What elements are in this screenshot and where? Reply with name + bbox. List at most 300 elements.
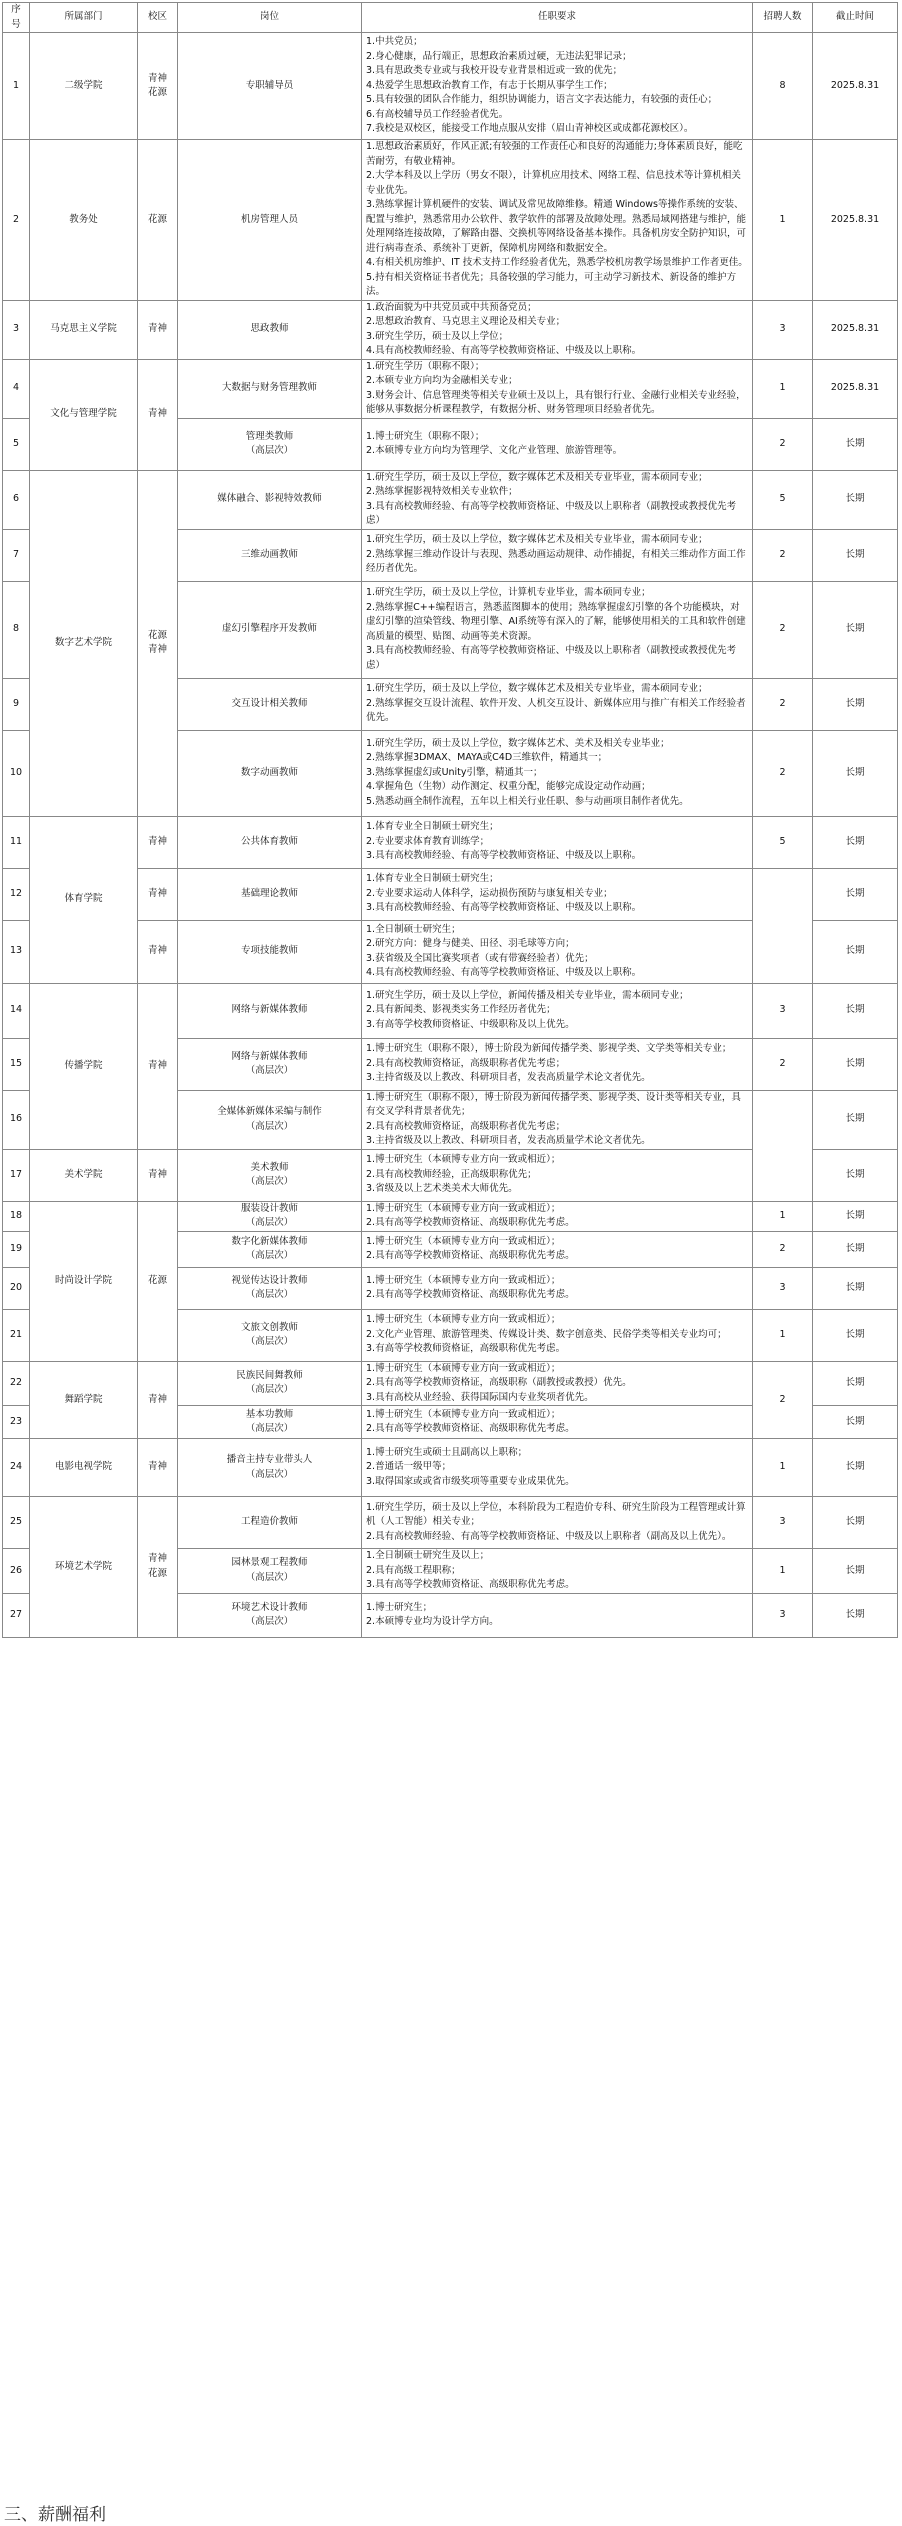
cell-requirements <box>362 140 753 301</box>
cell-campus: 青神 <box>138 816 178 868</box>
cell-no: 2 <box>3 140 30 301</box>
cell-no: 9 <box>3 678 30 730</box>
cell-requirements <box>362 529 753 581</box>
requirement-line: 3.熟练掌握计算机硬件的安装、调试及常见故障维修。精通 Windows等操作系统的安装、配置与维护，熟悉常用办公软件、教学软件的部署及故障处理。熟悉局域网搭建与维护，能处理网络连接故障，了解路由器、交换机等网络设备基本操作。具备机房安全防护知识，可进行病毒查杀、系统补丁更新，保障机房网络和数据安全。 <box>366 199 747 254</box>
cell-requirements <box>362 1593 753 1637</box>
cell-post <box>178 33 362 140</box>
cell-count: 3 <box>753 1593 813 1637</box>
post-title: 大数据与财务管理教师 <box>221 382 317 394</box>
cell-post <box>178 730 362 816</box>
cell-campus: 花源 青神 <box>138 470 178 816</box>
cell-count: 5 <box>753 470 813 529</box>
requirement-line: 3.具有高校教师经验、有高等学校教师资格证、中级及以上职称。 <box>366 902 642 914</box>
cell-no: 11 <box>3 816 30 868</box>
cell-deadline: 长期 <box>813 1497 898 1549</box>
cell-no: 20 <box>3 1267 30 1309</box>
table-row <box>3 1201 898 1231</box>
cell-no: 4 <box>3 359 30 418</box>
cell-count: 2 <box>753 1231 813 1267</box>
post-title: 服装设计教师 <box>240 1202 298 1214</box>
cell-no: 17 <box>3 1149 30 1201</box>
cell-deadline: 长期 <box>813 1267 898 1309</box>
requirement-line: 2.熟练掌握C++编程语言，熟悉蓝图脚本的使用；熟练掌握虚幻引擎的各个功能模块，对虚幻引擎的渲染管线、物理引擎、AI系统等有深入的了解，能够使用相关的工具和软件创建高质量的模型、贴图、动画等美术资源。 <box>366 601 746 642</box>
requirement-line: 2.熟练掌握三维动作设计与表现、熟悉动画运动规律、动作捕捉，有相关三维动作方面工作经历者优先。 <box>366 548 746 575</box>
post-level: （高层次） <box>245 1065 294 1076</box>
cell-deadline: 长期 <box>813 1309 898 1361</box>
cell-deadline: 2025.8.31 <box>813 140 898 301</box>
post-title: 虚幻引擎程序开发教师 <box>221 623 317 635</box>
requirement-line: 2.具有高等学校教师资格证、高级职称优先考虑。 <box>366 1289 575 1300</box>
post-title: 全媒体新媒体采编与制作 <box>217 1106 322 1117</box>
post-title: 三维动画教师 <box>240 548 298 560</box>
cell-requirements <box>362 581 753 678</box>
cell-count: 3 <box>753 300 813 359</box>
requirement-line: 1.研究生学历，硕士及以上学位，数字媒体艺术及相关专业毕业，需本硕同专业； <box>366 471 708 483</box>
cell-requirements <box>362 1406 753 1439</box>
requirement-line: 1.研究生学历，硕士及以上学位，数字媒体艺术、美术及相关专业毕业； <box>366 737 670 749</box>
cell-dept: 传播学院 <box>30 983 138 1149</box>
cell-campus: 青神 <box>138 920 178 983</box>
table-row <box>3 816 898 868</box>
requirement-line: 2.专业要求运动人体科学，运动损伤预防与康复相关专业； <box>366 887 613 899</box>
cell-no: 27 <box>3 1593 30 1637</box>
cell-campus: 青神 花源 <box>138 1497 178 1638</box>
post-title: 公共体育教师 <box>240 835 298 847</box>
post-level: （高层次） <box>245 1176 294 1187</box>
cell-deadline: 长期 <box>813 418 898 470</box>
cell-no: 15 <box>3 1038 30 1090</box>
requirement-line: 4.具有高校教师经验、有高等学校教师资格证、中级及以上职称。 <box>366 967 642 978</box>
cell-dept: 文化与管理学院 <box>30 359 138 470</box>
requirement-line: 3.研究生学历，硕士及以上学位； <box>366 330 509 342</box>
cell-requirements <box>362 730 753 816</box>
requirement-line: 1.博士研究生（职称不限），博士阶段为新闻传播学类、影视学类、文学类等相关专业； <box>366 1043 732 1055</box>
requirement-line: 3.具有高校教师经验、有高等学校教师资格证、中级及以上职称者（副教授或教授优先考虑） <box>366 500 737 526</box>
requirement-line: 2.普通话一级甲等； <box>366 1461 452 1473</box>
requirement-line: 1.研究生学历，硕士及以上学位，数字媒体艺术及相关专业毕业，需本硕同专业； <box>366 534 708 546</box>
requirement-line: 2.具有新闻类、影视类实务工作经历者优先； <box>366 1004 556 1016</box>
cell-count: 2 <box>753 1038 813 1090</box>
post-title: 民族民间舞教师 <box>236 1369 303 1381</box>
cell-deadline: 长期 <box>813 470 898 529</box>
requirement-line: 4.热爱学生思想政治教育工作，有志于长期从事学生工作； <box>366 79 613 91</box>
cell-post <box>178 1267 362 1309</box>
requirement-line: 3.熟练掌握虚幻或Unity引擎，精通其一； <box>366 766 543 778</box>
post-level: （高层次） <box>245 1384 294 1396</box>
cell-campus: 青神 <box>138 983 178 1149</box>
requirement-line: 1.博士研究生（本硕博专业方向一致或相近）； <box>366 1154 561 1166</box>
cell-no: 18 <box>3 1201 30 1231</box>
cell-post <box>178 140 362 301</box>
cell-no: 12 <box>3 868 30 920</box>
requirement-line: 1.博士研究生（本硕博专业方向一致或相近）； <box>366 1408 561 1420</box>
cell-count: 1 <box>753 1201 813 1231</box>
requirement-line: 5.熟悉动画全制作流程，五年以上相关行业任职、参与动画项目制作者优先。 <box>366 795 689 807</box>
cell-deadline: 长期 <box>813 1090 898 1149</box>
post-title: 专职辅导员 <box>245 79 294 91</box>
cell-post <box>178 1439 362 1497</box>
requirement-line: 2.具有高等学校教师资格证、高级职称优先考虑。 <box>366 1423 575 1434</box>
table-row <box>3 470 898 529</box>
post-level: （高层次） <box>245 1336 294 1347</box>
requirement-line: 2.本硕博专业方向均为管理学、文化产业管理、旅游管理等。 <box>366 445 623 456</box>
cell-requirements <box>362 1231 753 1267</box>
header-count: 招聘人数 <box>753 3 813 33</box>
requirement-line: 1.体育专业全日制硕士研究生； <box>366 821 499 833</box>
post-title: 思政教师 <box>250 323 289 335</box>
cell-post <box>178 1231 362 1267</box>
requirement-line: 3.具有思政类专业或与我校开设专业背景相近或一致的优先； <box>366 65 623 77</box>
post-level: （高层次） <box>245 1468 294 1480</box>
cell-count: 3 <box>753 983 813 1038</box>
cell-requirements <box>362 1361 753 1406</box>
cell-count: 1 <box>753 1439 813 1497</box>
requirement-line: 1.全日制硕士研究生； <box>366 923 461 935</box>
cell-requirements <box>362 1497 753 1549</box>
requirement-line: 2.身心健康，品行端正，思想政治素质过硬，无违法犯罪记录； <box>366 50 632 62</box>
cell-count: 8 <box>753 33 813 140</box>
cell-campus: 青神 <box>138 359 178 470</box>
cell-post <box>178 1149 362 1201</box>
requirement-line: 4.具有高校教师经验、有高等学校教师资格证、中级及以上职称。 <box>366 345 642 356</box>
requirement-line: 2.具有高校教师经验、有高等学校教师资格证、中级及以上职称者（副高及以上优先）。 <box>366 1530 732 1542</box>
post-title: 媒体融合、影视特效教师 <box>217 493 322 505</box>
post-title: 网络与新媒体教师 <box>231 1050 308 1062</box>
cell-post <box>178 816 362 868</box>
cell-deadline: 长期 <box>813 1201 898 1231</box>
cell-requirements <box>362 470 753 529</box>
cell-requirements <box>362 816 753 868</box>
cell-requirements <box>362 1439 753 1497</box>
cell-no: 21 <box>3 1309 30 1361</box>
cell-count: 1 <box>753 1309 813 1361</box>
post-level: （高层次） <box>245 1423 294 1434</box>
requirement-line: 2.具有高等学校教师资格证、高级职称优先考虑。 <box>366 1250 575 1261</box>
cell-post <box>178 983 362 1038</box>
cell-deadline: 长期 <box>813 868 898 920</box>
section-heading-salary: 三、薪酬福利 <box>4 2505 106 2525</box>
cell-count: 2 <box>753 678 813 730</box>
post-title: 环境艺术设计教师 <box>231 1601 308 1613</box>
cell-post <box>178 1201 362 1231</box>
cell-dept: 二级学院 <box>30 33 138 140</box>
table-header-row <box>3 3 898 33</box>
cell-requirements <box>362 1267 753 1309</box>
requirement-line: 2.研究方向：健身与健美、田径、羽毛球等方向； <box>366 938 575 949</box>
cell-count: 2 <box>753 1361 813 1439</box>
requirement-line: 1.研究生学历，硕士及以上学位，计算机专业毕业，需本硕同专业； <box>366 587 651 598</box>
cell-deadline: 长期 <box>813 816 898 868</box>
requirement-line: 3.具有高校教师经验、有高等学校教师资格证、中级及以上职称。 <box>366 850 642 862</box>
cell-dept: 环境艺术学院 <box>30 1497 138 1638</box>
cell-count: 2 <box>753 418 813 470</box>
cell-requirements <box>362 920 753 983</box>
cell-count: 5 <box>753 816 813 868</box>
cell-post <box>178 1309 362 1361</box>
cell-deadline: 长期 <box>813 678 898 730</box>
cell-no: 24 <box>3 1439 30 1497</box>
cell-deadline: 长期 <box>813 1549 898 1594</box>
requirement-line: 3.有高等学校教师资格证，高级职称优先考虑。 <box>366 1343 566 1355</box>
cell-campus: 青神 <box>138 1361 178 1439</box>
cell-deadline: 长期 <box>813 983 898 1038</box>
cell-requirements <box>362 1038 753 1090</box>
cell-requirements <box>362 1549 753 1594</box>
cell-count: 3 <box>753 1497 813 1549</box>
table-row <box>3 33 898 140</box>
post-title: 基础理论教师 <box>240 887 298 899</box>
requirement-line: 2.文化产业管理、旅游管理类、传媒设计类、数字创意类、民俗学类等相关专业均可； <box>366 1328 727 1340</box>
requirement-line: 1.研究生学历，硕士及以上学位，新闻传播及相关专业毕业，需本硕同专业； <box>366 989 689 1001</box>
cell-campus: 青神 <box>138 1439 178 1497</box>
requirement-line: 1.博士研究生（本硕博专业方向一致或相近）； <box>366 1274 561 1286</box>
requirement-line: 1.研究生学历（职称不限）； <box>366 360 485 372</box>
cell-post <box>178 920 362 983</box>
requirement-line: 4.掌握角色（生物）动作测定、权重分配，能够完成设定动作动画； <box>366 781 651 793</box>
cell-dept: 电影电视学院 <box>30 1439 138 1497</box>
requirement-line: 3.有高等学校教师资格证、中级职称及以上优先。 <box>366 1018 575 1030</box>
cell-requirements <box>362 300 753 359</box>
requirement-line: 1.中共党员； <box>366 36 423 48</box>
requirement-line: 2.本硕博专业均为设计学方向。 <box>366 1616 499 1627</box>
cell-requirements <box>362 1149 753 1201</box>
requirement-line: 2.本硕专业方向均为金融相关专业； <box>366 375 518 386</box>
requirement-line: 1.思想政治素质好，作风正派;有较强的工作责任心和良好的沟通能力;身体素质良好，能吃苦耐劳，有敬业精神。 <box>366 141 743 167</box>
requirement-line: 3.省级及以上艺术类美术大师优先。 <box>366 1183 518 1195</box>
cell-deadline: 长期 <box>813 1361 898 1406</box>
requirement-line: 2.思想政治教育、马克思主义理论及相关专业； <box>366 316 566 327</box>
requirement-line: 2.具有高等学校教师资格证，高级职称（副教授或教授）优先。 <box>366 1377 632 1388</box>
requirement-line: 3.具有高等学校教师资格证、高级职称优先考虑。 <box>366 1579 575 1590</box>
cell-count <box>753 868 813 983</box>
post-title: 数字动画教师 <box>240 766 298 778</box>
post-level: （高层次） <box>245 1289 294 1300</box>
cell-count: 3 <box>753 1267 813 1309</box>
cell-post <box>178 1090 362 1149</box>
cell-post <box>178 1497 362 1549</box>
cell-deadline: 长期 <box>813 730 898 816</box>
post-title: 专项技能教师 <box>240 945 298 957</box>
header-requirements: 任职要求 <box>362 3 753 33</box>
requirement-line: 1.研究生学历，硕士及以上学位，数字媒体艺术及相关专业毕业，需本硕同专业； <box>366 683 708 695</box>
cell-no: 22 <box>3 1361 30 1406</box>
requirement-line: 1.博士研究生（本硕博专业方向一致或相近）； <box>366 1235 561 1247</box>
cell-no: 19 <box>3 1231 30 1267</box>
cell-no: 1 <box>3 33 30 140</box>
post-title: 文旅文创教师 <box>240 1321 298 1333</box>
requirement-line: 3.具有高校从业经验、获得国际国内专业奖项者优先。 <box>366 1391 594 1403</box>
post-title: 园林景观工程教师 <box>231 1557 308 1569</box>
cell-deadline: 长期 <box>813 1149 898 1201</box>
cell-deadline: 长期 <box>813 1406 898 1439</box>
requirement-line: 3.具有高校教师经验、有高等学校教师资格证、中级及以上职称者（副教授或教授优先考虑） <box>366 645 737 671</box>
cell-campus: 花源 <box>138 140 178 301</box>
requirement-line: 7.我校是双校区，能接受工作地点服从安排（眉山青神校区或成都花源校区）。 <box>366 123 694 135</box>
requirement-line: 3.取得国家或或省市级奖项等重要专业成果优先。 <box>366 1475 575 1487</box>
cell-deadline: 长期 <box>813 1593 898 1637</box>
cell-requirements <box>362 1090 753 1149</box>
table-row <box>3 1361 898 1406</box>
requirement-line: 1.博士研究生（职称不限）； <box>366 430 485 442</box>
cell-dept: 数字艺术学院 <box>30 470 138 816</box>
cell-no: 16 <box>3 1090 30 1149</box>
cell-requirements <box>362 868 753 920</box>
requirement-line: 1.全日制硕士研究生及以上； <box>366 1550 490 1561</box>
requirement-line: 3.主持省级及以上教改、科研项目者，发表高质量学术论文者优先。 <box>366 1135 651 1146</box>
cell-post <box>178 359 362 418</box>
post-title: 数字化新媒体教师 <box>231 1235 308 1247</box>
cell-campus: 青神 <box>138 868 178 920</box>
table-row <box>3 1497 898 1549</box>
requirement-line: 6.有高校辅导员工作经验者优先。 <box>366 108 509 120</box>
cell-count: 2 <box>753 581 813 678</box>
cell-requirements <box>362 418 753 470</box>
requirement-line: 3.获省级及全国比赛奖项者（或有带赛经验者）优先； <box>366 952 594 964</box>
cell-count: 1 <box>753 1549 813 1594</box>
header-post: 岗位 <box>178 3 362 33</box>
requirement-line: 2.具有高校教师资格证，高级职称者优先考虑； <box>366 1057 566 1069</box>
cell-no: 23 <box>3 1406 30 1439</box>
cell-post <box>178 300 362 359</box>
requirement-line: 1.博士研究生（本硕博专业方向一致或相近）； <box>366 1362 561 1374</box>
cell-no: 8 <box>3 581 30 678</box>
cell-post <box>178 1038 362 1090</box>
header-deadline: 截止时间 <box>813 3 898 33</box>
post-title: 视觉传达设计教师 <box>231 1274 308 1286</box>
header-dept: 所属部门 <box>30 3 138 33</box>
post-level: （高层次） <box>245 1217 294 1228</box>
cell-post <box>178 581 362 678</box>
cell-deadline: 长期 <box>813 1231 898 1267</box>
cell-dept: 美术学院 <box>30 1149 138 1201</box>
cell-post <box>178 1549 362 1594</box>
table-row <box>3 1439 898 1497</box>
post-title: 工程造价教师 <box>240 1516 298 1528</box>
cell-no: 5 <box>3 418 30 470</box>
post-level: （高层次） <box>245 1250 294 1261</box>
cell-deadline: 2025.8.31 <box>813 359 898 418</box>
requirement-line: 1.研究生学历，硕士及以上学位，本科阶段为工程造价专科、研究生阶段为工程管理或计算机（人工智能）相关专业； <box>366 1501 746 1528</box>
requirement-line: 2.具有高校教师资格证，高级职称者优先考虑； <box>366 1120 566 1132</box>
post-level: （高层次） <box>245 445 294 456</box>
post-title: 美术教师 <box>250 1161 289 1173</box>
requirement-line: 1.博士研究生（本硕博专业方向一致或相近）； <box>366 1202 561 1214</box>
cell-campus: 青神 <box>138 1149 178 1201</box>
cell-no: 3 <box>3 300 30 359</box>
cell-deadline: 2025.8.31 <box>813 300 898 359</box>
requirement-line: 2.大学本科及以上学历（男女不限），计算机应用技术、网络工程、信息技术等计算机相关专业优先。 <box>366 170 741 196</box>
post-title: 交互设计相关教师 <box>231 697 308 709</box>
requirement-line: 1.博士研究生（本硕博专业方向一致或相近）； <box>366 1314 561 1326</box>
requirement-line: 2.熟练掌握3DMAX、MAYA或C4D三维软件，精通其一； <box>366 752 608 764</box>
post-title: 机房管理人员 <box>240 213 298 225</box>
requirement-line: 1.博士研究生或硕士且副高以上职称； <box>366 1446 528 1458</box>
requirement-line: 2.专业要求体育教育训练学； <box>366 835 490 847</box>
post-level: （高层次） <box>245 1120 294 1132</box>
cell-deadline: 2025.8.31 <box>813 33 898 140</box>
requirement-line: 2.具有高等学校教师资格证、高级职称优先考虑。 <box>366 1217 575 1228</box>
cell-requirements <box>362 33 753 140</box>
post-title: 基本功教师 <box>245 1408 294 1420</box>
cell-count: 2 <box>753 529 813 581</box>
cell-requirements <box>362 983 753 1038</box>
cell-post <box>178 529 362 581</box>
requirement-line: 1.体育专业全日制硕士研究生； <box>366 873 499 885</box>
cell-post <box>178 1406 362 1439</box>
cell-deadline: 长期 <box>813 1038 898 1090</box>
post-title: 管理类教师 <box>245 430 294 442</box>
requirement-line: 5.具有较强的团队合作能力，组织协调能力，语言文字表达能力，有较强的责任心； <box>366 94 718 106</box>
recruitment-table <box>2 2 898 1638</box>
cell-deadline: 长期 <box>813 529 898 581</box>
cell-count: 1 <box>753 140 813 301</box>
cell-post <box>178 418 362 470</box>
requirement-line: 2.具有高校教师经验，正高级职称优先； <box>366 1168 537 1180</box>
requirement-line: 1.政治面貌为中共党员或中共预备党员； <box>366 301 537 313</box>
cell-no: 25 <box>3 1497 30 1549</box>
cell-post <box>178 1361 362 1406</box>
cell-post <box>178 868 362 920</box>
cell-deadline: 长期 <box>813 920 898 983</box>
cell-count: 2 <box>753 730 813 816</box>
cell-post <box>178 678 362 730</box>
post-title: 播音主持专业带头人 <box>226 1454 313 1465</box>
cell-count: 1 <box>753 359 813 418</box>
requirement-line: 2.具有高级工程职称； <box>366 1564 461 1576</box>
cell-campus: 青神 <box>138 300 178 359</box>
cell-requirements <box>362 359 753 418</box>
table-row <box>3 868 898 920</box>
header-no: 序号 <box>3 3 30 33</box>
requirement-line: 2.熟练掌握交互设计流程、软件开发、人机交互设计、新媒体应用与推广有相关工作经验者优先。 <box>366 697 746 724</box>
cell-dept: 马克思主义学院 <box>30 300 138 359</box>
requirement-line: 4.有相关机房维护、IT 技术支持工作经验者优先，熟悉学校机房教学场景维护工作者更佳。 <box>366 257 748 268</box>
cell-requirements <box>362 678 753 730</box>
cell-no: 6 <box>3 470 30 529</box>
post-level: （高层次） <box>245 1571 294 1583</box>
cell-dept: 体育学院 <box>30 816 138 983</box>
cell-no: 26 <box>3 1549 30 1594</box>
cell-no: 14 <box>3 983 30 1038</box>
cell-dept: 时尚设计学院 <box>30 1201 138 1361</box>
cell-deadline: 长期 <box>813 581 898 678</box>
requirement-line: 5.持有相关资格证书者优先；具备较强的学习能力，可主动学习新技术、新设备的维护方法。 <box>366 271 737 297</box>
table-row <box>3 359 898 418</box>
cell-requirements <box>362 1201 753 1231</box>
cell-no: 7 <box>3 529 30 581</box>
requirement-line: 1.博士研究生； <box>366 1601 433 1613</box>
cell-dept: 舞蹈学院 <box>30 1361 138 1439</box>
cell-count <box>753 1090 813 1201</box>
cell-campus: 花源 <box>138 1201 178 1361</box>
cell-post <box>178 1593 362 1637</box>
cell-dept: 教务处 <box>30 140 138 301</box>
post-level: （高层次） <box>245 1616 294 1627</box>
requirement-line: 2.熟练掌握影视特效相关专业软件； <box>366 486 518 497</box>
cell-requirements <box>362 1309 753 1361</box>
cell-deadline: 长期 <box>813 1439 898 1497</box>
post-title: 网络与新媒体教师 <box>231 1004 308 1016</box>
requirement-line: 1.博士研究生（职称不限），博士阶段为新闻传播学类、影视学类、设计类等相关专业，具有交叉学科背景者优先； <box>366 1091 741 1117</box>
header-campus: 校区 <box>138 3 178 33</box>
cell-campus: 青神 花源 <box>138 33 178 140</box>
cell-no: 10 <box>3 730 30 816</box>
cell-post <box>178 470 362 529</box>
table-row <box>3 300 898 359</box>
cell-no: 13 <box>3 920 30 983</box>
table-row <box>3 140 898 301</box>
table-row <box>3 983 898 1038</box>
